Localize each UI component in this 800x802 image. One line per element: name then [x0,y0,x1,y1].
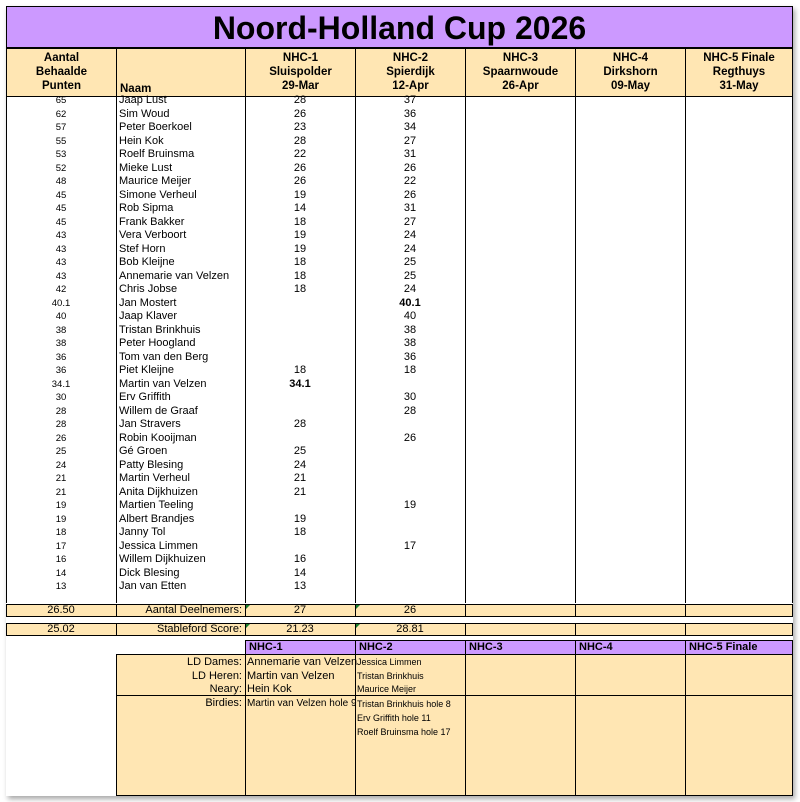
nhc2-cell: 40.1 [399,296,421,309]
points-cell: 65 [55,95,67,106]
table-row [6,189,793,203]
name-cell: Anita Dijkhuizen [119,485,198,498]
nhc1-cell: 21 [293,485,307,498]
header-nhc2: NHC-2 Spierdijk 12-Apr [355,48,466,97]
points-cell: 14 [55,567,67,579]
points-cell: 18 [55,527,67,538]
label-birdies: Birdies: [205,697,242,709]
nhc1-cell: 24 [293,458,307,471]
points-cell: 19 [55,500,67,511]
name-cell: Jaap Klaver [119,310,178,322]
table-row [6,148,793,162]
table-row [6,405,793,419]
header-nhc3: NHC-3 Spaarnwoude 26-Apr [465,48,576,97]
table-row [6,553,793,567]
birdies-nhc4-box [575,695,686,796]
stableford-nhc1: 21.23 [286,623,314,635]
points-cell: 13 [55,581,67,592]
points-cell: 40.1 [51,297,71,309]
table-row [6,378,793,392]
award-nhc5-box [685,654,793,696]
points-cell: 30 [55,392,67,403]
name-cell: Tom van den Berg [119,350,209,363]
comment-marker [356,624,360,628]
points-cell: 17 [55,540,67,552]
nhc1-cell: 19 [293,512,307,525]
name-cell: Robin Kooijman [119,431,197,444]
name-cell: Rob Sipma [119,202,174,214]
nhc1-cell: 16 [293,553,307,565]
header-nhc5: NHC-5 Finale Regthuys 31-May [685,48,793,97]
nhc1-cell: 26 [293,161,307,174]
nhc1-cell: 34.1 [289,377,311,390]
table-row [6,459,793,473]
birdies-nhc5-box [685,695,793,796]
deelnemers-label: Aantal Deelnemers: [145,604,242,616]
nhc1-cell: 28 [293,94,307,106]
award-header-nhc2: NHC-2 [355,640,466,655]
name-cell: Patty Blesing [119,458,184,471]
name-cell: Willem Dijkhuizen [119,553,206,565]
nhc2-cell: 24 [403,242,417,255]
points-cell: 38 [55,338,67,349]
table-row [6,135,793,149]
name-cell: Dick Blesing [119,566,180,579]
nhc1-cell: 28 [293,418,307,430]
table-row [6,202,793,216]
nhc1-cell: 23 [293,121,307,133]
award-nhc3-box [465,654,576,696]
name-cell: Jan Stravers [119,418,181,430]
stableford-nhc2: 28.81 [396,623,424,635]
points-cell: 26 [55,432,67,444]
table-row [6,540,793,554]
table-row [6,337,793,351]
name-cell: Bob Kleijne [119,256,175,268]
nhc2-cell: 37 [403,94,417,106]
points-cell: 36 [55,365,67,376]
nhc1-cell: 22 [293,148,307,160]
nhc2-cell: 26 [403,431,417,444]
award-header-nhc4: NHC-4 [575,640,686,655]
spreadsheet [6,6,793,796]
points-cell: 43 [55,270,67,282]
nhc1-cell: 18 [293,526,307,538]
nhc2-cell: 25 [403,256,417,268]
nhc1-cell: 19 [293,188,307,201]
name-cell: Martien Teeling [119,499,194,511]
points-cell: 40 [55,311,67,322]
birdies-nhc3-box [465,695,576,796]
nhc2-cell: 36 [403,107,417,120]
nhc2-cell: 40 [403,310,417,322]
table-row [6,256,793,270]
label-neary: Neary: [209,683,242,695]
name-cell: Tristan Brinkhuis [119,323,201,336]
name-cell: Chris Jobse [119,283,178,295]
table-row [6,162,793,176]
name-cell: Jan Mostert [119,296,177,309]
award-nhc4-box [575,654,686,696]
deelnemers-nhc1: 27 [293,604,307,616]
nhc1-cell: 19 [293,229,307,241]
name-cell: Maurice Meijer [119,175,192,187]
nhc2-birdie-3: Roelf Bruinsma hole 17 [357,727,451,737]
table-row [6,270,793,284]
nhc1-cell: 18 [293,364,307,376]
points-cell: 34.1 [51,378,71,390]
name-cell: Simone Verheul [119,188,197,201]
name-cell: Martin van Velzen [119,377,207,390]
name-cell: Stef Horn [119,242,166,255]
table-row [6,391,793,405]
table-row [6,216,793,230]
nhc2-birdie-2: Erv Griffith hole 11 [357,713,431,723]
award-header-nhc1: NHC-1 [245,640,356,655]
summary-deelnemers-row [6,604,793,617]
nhc2-ld-dames: Jessica Limmen [357,657,422,667]
nhc1-cell: 28 [293,134,307,147]
name-cell: Peter Hoogland [119,337,196,349]
nhc2-cell: 36 [403,350,417,363]
table-row [6,432,793,446]
nhc1-birdies: Martin van Velzen hole 9 [247,698,357,709]
table-row [6,580,793,594]
comment-marker [356,605,360,609]
points-cell: 24 [55,459,67,471]
nhc2-cell: 24 [403,283,417,295]
table-row [6,445,793,459]
name-cell: Jaap Lust [119,94,167,106]
nhc2-cell: 27 [403,134,417,147]
deelnemers-nhc2: 26 [403,604,417,616]
stableford-label: Stableford Score: [157,623,242,635]
nhc1-neary: Hein Kok [247,683,292,695]
nhc1-cell: 18 [293,283,307,295]
table-row [6,472,793,486]
nhc2-cell: 17 [403,539,417,552]
table-row [6,526,793,540]
name-cell: Jan van Etten [119,580,187,592]
deelnemers-avg: 26.50 [47,604,75,616]
header-name: Naam [116,48,246,97]
comment-marker [246,624,250,628]
table-row [6,108,793,122]
table-row [6,499,793,513]
name-cell: Peter Boerkoel [119,121,192,133]
nhc1-cell: 13 [293,580,307,592]
points-cell: 48 [55,176,67,187]
name-cell: Mieke Lust [119,161,173,174]
nhc1-cell: 18 [293,215,307,228]
nhc2-neary: Maurice Meijer [357,684,417,694]
points-cell: 42 [55,284,67,295]
nhc2-cell: 38 [403,323,417,336]
nhc1-cell: 18 [293,269,307,282]
points-cell: 57 [55,122,67,133]
label-ld-dames: LD Dames: [186,656,242,668]
nhc1-cell: 14 [293,202,307,214]
nhc2-cell: 18 [403,364,417,376]
nhc2-cell: 38 [403,337,417,349]
points-cell: 45 [55,216,67,228]
name-cell: Willem de Graaf [119,404,198,417]
points-cell: 36 [55,351,67,363]
table-row [6,486,793,500]
name-cell: Annemarie van Velzen [119,269,230,282]
nhc2-cell: 31 [403,148,417,160]
points-cell: 43 [55,257,67,268]
table-row [6,310,793,324]
nhc1-cell: 18 [293,256,307,268]
name-cell: Janny Tol [119,526,166,538]
points-cell: 28 [55,405,67,417]
points-cell: 21 [55,486,67,498]
table-row [6,567,793,581]
header-nhc1: NHC-1 Sluispolder 29-Mar [245,48,356,97]
name-cell: Roelf Bruinsma [119,148,195,160]
award-header-nhc5: NHC-5 Finale [685,640,793,655]
name-cell: Gé Groen [119,445,168,457]
name-cell: Jessica Limmen [119,539,198,552]
points-cell: 45 [55,189,67,201]
points-cell: 43 [55,243,67,255]
table-row [6,94,793,108]
nhc2-cell: 22 [403,175,417,187]
nhc1-cell: 19 [293,242,307,255]
award-header-nhc3: NHC-3 [465,640,576,655]
nhc1-cell: 26 [293,107,307,120]
name-cell: Sim Woud [119,107,170,120]
points-cell: 55 [55,135,67,147]
header-nhc4: NHC-4 Dirkshorn 09-May [575,48,686,97]
summary-stableford-row [6,623,793,636]
nhc1-cell: 26 [293,175,307,187]
points-cell: 28 [55,419,67,430]
table-row [6,229,793,243]
nhc2-cell: 24 [403,229,417,241]
name-cell: Piet Kleijne [119,364,175,376]
stableford-avg: 25.02 [47,623,75,635]
nhc2-cell: 30 [403,391,417,403]
name-cell: Hein Kok [119,134,164,147]
nhc1-ld-heren: Martin van Velzen [247,669,335,682]
nhc1-cell: 14 [293,566,307,579]
nhc2-cell: 31 [403,202,417,214]
points-cell: 19 [55,513,67,525]
nhc2-cell: 26 [403,188,417,201]
name-cell: Vera Verboort [119,229,187,241]
table-row [6,324,793,338]
comment-marker [246,605,250,609]
name-cell: Albert Brandjes [119,512,195,525]
nhc2-cell: 27 [403,215,417,228]
table-row [6,513,793,527]
name-cell: Erv Griffith [119,391,171,403]
table-row [6,364,793,378]
table-row [6,121,793,135]
table-row [6,297,793,311]
points-cell: 38 [55,324,67,336]
nhc2-cell: 28 [403,404,417,417]
table-row [6,175,793,189]
points-cell: 62 [55,108,67,120]
table-row [6,351,793,365]
points-cell: 53 [55,149,67,160]
nhc1-cell: 25 [293,445,307,457]
points-cell: 25 [55,446,67,457]
nhc2-cell: 34 [403,121,417,133]
nhc2-ld-heren: Tristan Brinkhuis [357,670,424,681]
table-row [6,418,793,432]
points-cell: 16 [55,554,67,565]
points-cell: 21 [55,473,67,484]
nhc2-cell: 19 [403,499,417,511]
nhc2-birdie-1: Tristan Brinkhuis hole 8 [357,699,451,709]
name-cell: Frank Bakker [119,215,185,228]
table-row [6,243,793,257]
nhc1-cell: 21 [293,472,307,484]
label-ld-heren: LD Heren: [191,669,242,682]
header-points: Aantal Behaalde Punten [6,48,117,97]
name-cell: Martin Verheul [119,472,190,484]
points-cell: 43 [55,230,67,241]
table-row [6,283,793,297]
nhc2-cell: 25 [403,269,417,282]
points-cell: 45 [55,203,67,214]
nhc1-ld-dames: Annemarie van Velzen [247,656,358,668]
points-cell: 52 [55,162,67,174]
sheet-title: Noord-Holland Cup 2026 [6,6,793,48]
nhc2-cell: 26 [403,161,417,174]
